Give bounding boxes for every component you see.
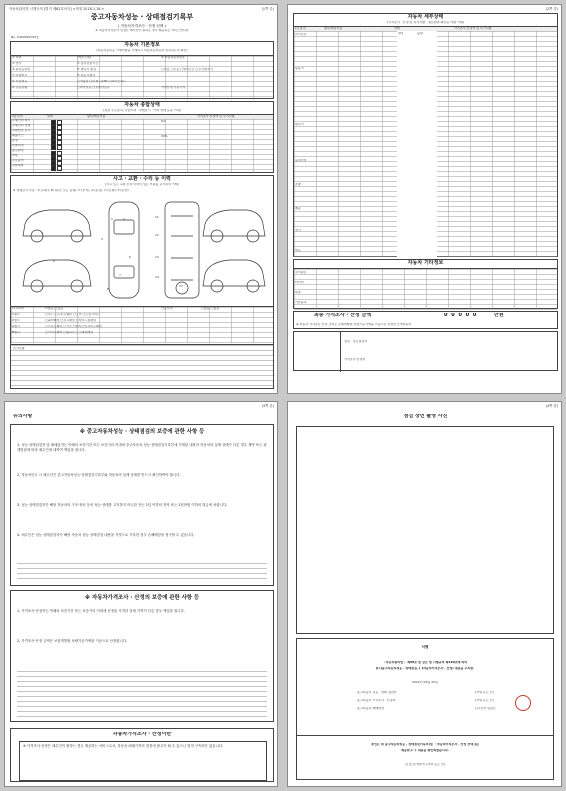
overall-state-section [10,101,274,173]
buyer-statement-2: 제공받고 그 내용을 확인하였습니다. [401,749,449,752]
vehicle-diagram [15,196,269,304]
accident-history-section [10,175,274,389]
other-info-table [294,268,557,310]
buyer-signature-line[interactable]: 년 월 일 매수인 (서명 또는 인) [405,763,445,766]
page-title: 중고자동차성능 · 상태점검기록부 [90,13,194,21]
basic-info-value: 가격산정 기준가격 [161,86,186,89]
column-header: 주요장치 [294,27,306,30]
diagram-number: 8 [107,288,109,291]
basic-info-label: ⑨ 사용연료 [12,80,28,83]
notice-paragraph: 3. 성능·상태점검자가 해당 자동차의 구조·장치 등의 성능·상태를 고지하지 아니한 자는 2년 이하의 징역 또는 2천만원 이하의 벌금에 처합니다. [17,503,228,507]
page-number: (4쪽 중) [545,404,558,408]
accident-row-label: 2랭크 [12,319,20,322]
accident-legend: ※ 상태표시 부호 : X (교환), W (판금 또는 용접), C (부식), A (흠집), U (요철), T (손상) [13,189,129,192]
frame-view-body [165,202,199,298]
column-header: 가격조사·산정액 및 특기사항 [454,27,492,30]
diagram-number: 14 [155,276,159,279]
price-guarantee-section [10,590,274,722]
detail-table [294,31,557,257]
other-row-label: 기본품목 [295,301,307,304]
signature-body: ([√]중고자동차성능 · 상태점검, [ ]자동차가격조사 · 산정) 내용을 고지함. [375,667,475,670]
notice-filler [17,563,267,583]
basic-info-value: (세부모델) [77,56,91,59]
overall-row-label: 색상 [12,154,18,157]
overall-table [11,119,273,173]
column-header: 상태 [47,115,53,118]
basic-info-section [10,41,274,99]
accident-row-value: □없음 □있음 [201,307,220,310]
state-option-bad: 불량 [417,32,423,35]
emission-value: 34% [161,135,168,138]
diagram-number: 11 [155,216,159,219]
left-side-car-bottom [23,260,91,286]
overall-row-label: 주요옵션 [12,159,24,162]
accident-row-label: 사고이력 [12,307,24,310]
section-heading: ※ 중고자동차성능 · 상태점검의 보증에 관한 사항 등 [79,429,205,435]
group-label: 조향 [295,183,301,186]
document-number: No. S420009792호 [11,36,39,39]
other-row-label: 타이어 [295,281,304,284]
group-label: 제동 [295,207,301,210]
accident-row-value: □쿼터패널 □루프패널 □사이드실패널 [45,319,96,322]
notice-paragraph: 2. 자동차인수 시 매수인은 중고자동차성능·상태점검기록부와 자동차의 실제 상태를 반드시 확인하여야 합니다. [17,473,181,477]
inspector-sign-section [293,331,558,371]
section-heading: 자동차가격조사 · 산정이란 [112,732,172,737]
group-label: 연료 [295,249,301,252]
service-note: ※ 자동차가격조사·산정은 매수인이 원하는 경우 제공하는 서비스입니다 [95,29,189,32]
diagram-number: 5 [53,260,55,263]
final-price-value: 0 0 0 0 0 [444,313,478,318]
cost-label: 특기사항 [13,347,25,350]
notice-paragraph: 1. 성능·상태점검자 및 매매업자는 아래의 보증기간 또는 보증거리 이내에 중고자동차 성능·상태점검기록부에 기재된 내용과 자동차의 실제 상태가 다른 경우 계약 또는 관계법령에 따라 매수인에 대하여 책임을 집니다. [17,443,267,453]
basic-info-label: ⑩ 보증유형 [12,86,28,89]
checkbox-row [51,166,63,171]
overall-row-label: 배출가스 [12,134,24,137]
final-price-title: 최종 가격조사 · 산정 금액 [314,313,372,318]
state-checkboxes [51,120,63,171]
signer-role: 중고자동차 성능 · 상태 점검자 [357,691,397,694]
basic-info-title: 자동차 기본정보 [124,42,160,48]
overall-row-label: 특별이력 [12,144,24,147]
overall-row-label: 주행거리 상태 [12,124,31,127]
inspection-guarantee-section [10,424,274,586]
accident-row-value: □후드 □프론트휀더 □도어 □트렁크리드 [45,313,100,316]
column-header: 항목/해당부품 [87,115,106,118]
diagram-number: 7 [119,274,121,277]
column-header: 가격조사·산정액 및 특기사항 [197,115,235,118]
signer-role: 중고자동차 매매업자 [357,707,385,710]
accident-row-value: □프론트패널 □크로스멤버 □인사이드패널 [45,325,102,328]
basic-info-value: □자가보증 □보험사보증 [77,86,110,89]
diagram-number: 13 [155,256,159,259]
basic-info-value: ⑥ 변속기 종류 [77,68,97,71]
inspection-record-page-3 [4,401,278,787]
overall-row-label: 주행거리 계기 [12,119,31,122]
diagram-number: 12 [155,234,159,237]
accident-title: 사고 · 교환 · 수리 등 이력 [113,176,171,182]
basic-info-label: ① 차명 [12,56,22,59]
group-label: 원동기 [295,67,304,70]
detail-state-section [293,13,558,257]
basic-info-label: ⑤ 최초등록일 [12,68,31,71]
accident-row-label: 1랭크 [12,313,20,316]
basic-info-value: ⑧ 원동기형식 [77,74,96,77]
empty-box[interactable] [57,166,62,171]
other-row-label: 외장 [295,291,301,294]
diagram-number: 17 [179,285,183,288]
page-number: (3쪽 중) [261,404,274,408]
overall-state-note: (점검 주요장치, 사용이력 · 상태표시 · 기타 상태 등을 기재) [103,109,181,112]
basic-info-value: □자동 □수동 □세미오토 □무단변속기 [161,68,213,71]
final-price-unit: 만원 [494,313,504,318]
rear-window [114,266,134,278]
basic-info-table [11,55,273,100]
diagram-number: 2 [123,218,125,221]
diagram-number: 4 [41,232,43,235]
signature-date: 2022년 05월 25일 [412,681,438,684]
final-price-note: ※ 자동차 가격조사·산정 금액은 보험개발원 차량기준가액을 기준으로 산정한 금액입니다 [296,323,412,326]
definition-text: ※ 가격조사·산정은 매수인이 원하는 경우 제공하는 서비스로서, 자동차 매매가격의 결정에 참고가 될 수 있으나 법적 구속력은 없습니다. [23,744,224,748]
column-header: 항목/해당부품 [324,27,343,30]
basic-info-label: ⑦ 차대번호 [12,74,28,77]
basic-info-note: (자동차등록증 기재사항을 기재하고 자동차등록증과 일치하는지 확인) [96,49,188,52]
seal-stamp [515,695,531,711]
accident-row-label: B랭크 [12,331,20,334]
photo-section-title: 점검 장면 촬영 사진 [403,414,448,419]
overall-row-label: 용도변경 [12,149,24,152]
top-view-body [109,202,139,298]
divider [340,332,341,372]
accident-note: (사고 또는 교환·수리 이력이 있는 부위를 표시하여 기재) [105,183,179,186]
signature-law: 「자동차관리법」 제58조 및 같은 법 시행규칙 제120조에 따라 [382,661,468,664]
windshield [114,220,134,234]
group-label: 변속기 [295,123,304,126]
page-number: (2쪽 중) [545,7,558,11]
group-label: 동력전달 [295,159,307,162]
basic-info-value: ② 자동차등록번호 [161,56,185,59]
state-column [397,31,437,257]
notice-filler [17,671,267,719]
accident-row-value: 단순수리 [161,307,173,310]
other-info-title: 자동차 기타정보 [407,260,444,266]
signer-role: 중고자동차 가격조사 · 산정자 [357,699,396,702]
signer-sign[interactable]: (서명 또는 인) [475,699,494,702]
detail-state-title: 자동차 세부상태 [407,14,444,20]
signature-title: 서명 [421,645,429,649]
notice-paragraph: 2. 가격조사·산정 금액은 보험개발원 차량기준가액을 기준으로 산정합니다. [17,639,128,643]
buyer-statement-1: 본인은 위 중고자동차성능 · 상태점검기록부(및 「자동차가격조사 · 산정 선택」)를 [371,743,479,746]
appraiser-label: 가격조사·산정자 [344,358,366,361]
inspection-record-page-1 [4,4,278,394]
signature-section [296,638,554,780]
accident-table [11,306,273,343]
divider [297,735,553,736]
overall-row-label: 튜닝 [12,139,18,142]
overall-row-label: 리콜대상 [12,164,24,167]
other-row-label: 수리필요 [295,271,307,274]
price-definition-section [10,728,274,782]
group-label: 자기진단 [295,33,307,36]
checked-box[interactable] [51,166,56,171]
section-heading: ※ 자동차가격조사 · 산정의 보증에 관한 사항 등 [84,595,200,601]
inspection-record-page-4 [287,401,562,787]
page-subtitle: ( 자동차가격조사 · 산정 선택 ) [118,24,166,28]
inspection-record-page-2 [287,4,562,394]
final-price-section [293,311,558,329]
notice-paragraph: 4. 매수인은 성능·상태점검자가 해당 자동차 성능·상태점검 내용을 거짓으로 기록한 경우 손해배상을 청구할 수 있습니다. [17,533,195,537]
signer-sign[interactable]: (주)진차 입질쇼 [475,707,496,710]
accident-row-value: □사이드멤버 □휠하우스 □대쉬패널 [45,331,94,334]
signer-sign[interactable]: (서명 또는 인) [475,691,494,694]
inspector-label: 점검 · 성능점검자 [344,340,368,343]
other-info-section [293,259,558,309]
column-header: 상태 [394,27,400,30]
accident-cost-table [11,344,273,389]
group-label: 전기 [295,229,301,232]
page-number: (1쪽 중) [261,7,274,11]
overall-state-title: 자동차 종합상태 [124,102,160,108]
state-option-good: 양호 [398,32,404,35]
basic-info-value: ④ 검사유효기간 [77,62,99,65]
left-side-car-top [23,210,91,236]
definition-box [19,741,267,781]
diagram-number: 6 [129,256,131,259]
accident-row-label: A랭크 [12,325,20,328]
notice-title: 유의사항 [13,414,33,419]
form-reference: 자동차관리법 시행규칙 [별지 제82호서식] <개정 2018.1.18.> [9,7,105,11]
overall-row-label: 차대번호 표기 [12,129,31,132]
accident-row-value: ☑없음 □있음 [45,307,64,310]
basic-info-label: ③ 연식 [12,62,22,65]
mileage-unit: Km [161,120,166,123]
diagram-number: 3 [101,238,103,241]
notice-paragraph: 1. 가격조사·산정자는 아래의 보증기간 또는 보증거리 이내에 산정된 가격과 실제 가격이 다른 경우 책임을 집니다. [17,609,185,613]
inspection-photo-area [296,426,554,634]
detail-state-note: (가격조사 · 산정 및 특기사항 : 점검결과 확인된 사항 기재) [387,21,464,24]
column-header: 사용이력 [11,115,23,118]
diagram-number: 1 [111,218,113,221]
basic-info-value: □가솔린 □디젤 □LPG □하이브리드 [77,80,126,83]
